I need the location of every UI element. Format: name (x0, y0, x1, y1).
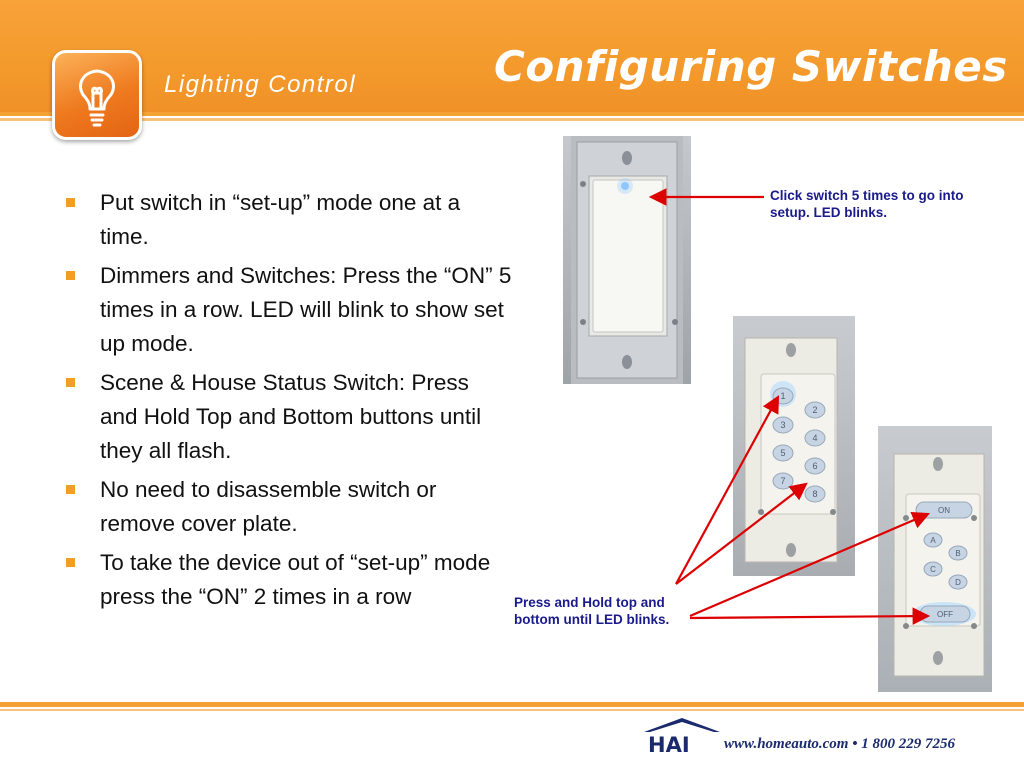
house-roof-icon (644, 718, 720, 732)
footer-contact: www.homeauto.com • 1 800 229 7256 (724, 736, 955, 752)
scene-button-a: A (930, 536, 936, 545)
keypad-button-5: 5 (780, 448, 786, 458)
keypad-button-2: 2 (812, 405, 818, 415)
footer-divider (0, 702, 1024, 707)
scene-button-b: B (955, 549, 961, 558)
keypad-button-8: 8 (812, 489, 818, 499)
arrow-to-scene-off (690, 616, 928, 618)
arrow-to-scene-on (690, 514, 928, 616)
keypad-button-6: 6 (812, 461, 818, 471)
bullet-text: No need to disassemble switch or remove cover plate. (100, 477, 437, 536)
bullet-text: Put switch in “set-up” mode one at a time. (100, 190, 461, 249)
hai-logo (640, 716, 722, 756)
keypad-button-3: 3 (780, 420, 786, 430)
hai-logo-text: HAI (648, 733, 690, 756)
callout-keypads: Press and Hold top and bottom until LED blinks. (514, 595, 670, 627)
scene-button-c: C (930, 565, 936, 574)
keypad-button-4: 4 (812, 433, 818, 443)
bullet-text: Dimmers and Switches: Press the “ON” 5 times in a row. LED will blink to show set up mode. (100, 263, 512, 356)
scene-button-on: ON (938, 506, 950, 515)
arrow-to-keypad-bottom (676, 484, 806, 584)
slide-title: Configuring Switches (494, 42, 1008, 91)
scene-button-off: OFF (937, 610, 953, 619)
section-title: Lighting Control (164, 71, 357, 98)
footer-divider-light (0, 709, 1024, 711)
keypad-button-1: 1 (780, 391, 786, 401)
arrow-to-keypad-top (676, 397, 778, 584)
scene-button-d: D (955, 578, 961, 587)
keypad-button-7: 7 (780, 476, 786, 486)
callout-rocker: Click switch 5 times to go into setup. LED blinks. (770, 188, 964, 220)
bullet-text: To take the device out of “set-up” mode press the “ON” 2 times in a row (100, 550, 491, 609)
bullet-text: Scene & House Status Switch: Press and Hold Top and Bottom buttons until they all flash. (100, 370, 482, 463)
